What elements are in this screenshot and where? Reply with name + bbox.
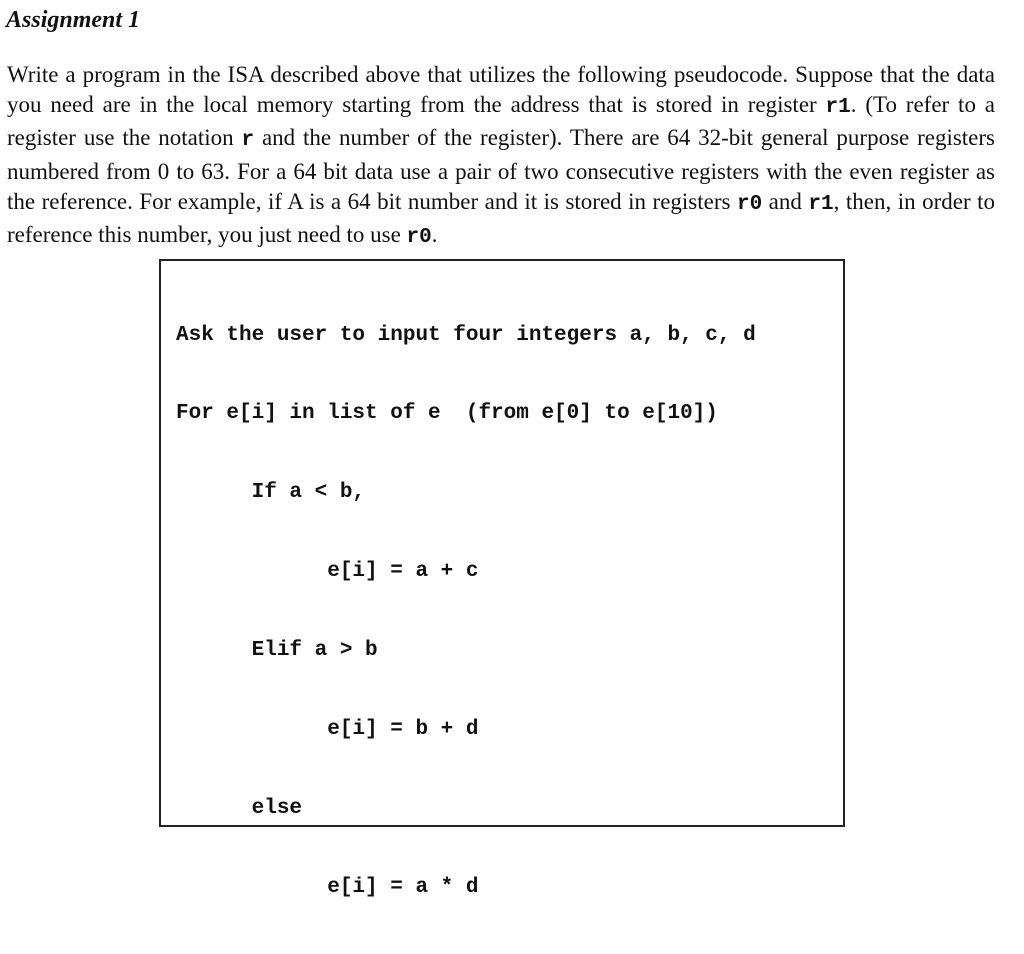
- description-text: .: [431, 222, 438, 248]
- register-reference: r1: [825, 96, 851, 120]
- pseudocode-line: Elif a > b: [176, 639, 378, 663]
- description-text: , then, in order to reference this number, you just need to use: [7, 188, 995, 248]
- description-text: and the number of the register). There are 64 32-bit general purpose registers numbered from 0 to 63. For a 64 bit data use a pair of two consecutive registers with the even register as the reference. For example, if A is a 64 bit number and it is stored in registers: [7, 125, 995, 214]
- register-reference: r1: [808, 192, 834, 216]
- pseudocode-block: [176, 270, 756, 954]
- assignment-title: Assignment 1: [6, 7, 141, 33]
- register-reference: r0: [736, 192, 763, 216]
- register-reference: r0: [406, 226, 432, 250]
- register-reference: r: [241, 129, 255, 153]
- pseudocode-line: For e[i] in list of e (from e[0] to e[10]): [176, 402, 718, 426]
- pseudocode-line: else: [176, 796, 303, 820]
- pseudocode-box: [159, 259, 845, 899]
- pseudocode-line: e[i] = a * d: [176, 875, 479, 899]
- assignment-description: [7, 60, 995, 253]
- pseudocode-line: Ask the user to input four integers a, b, c, d: [176, 323, 756, 347]
- description-text: and: [762, 188, 809, 214]
- description-text: Write a program in the ISA described above that utilizes the following pseudocode. Suppose that the data you need are in the local memory starting from the address that is stored in register: [7, 62, 995, 118]
- pseudocode-line: e[i] = a + c: [176, 560, 479, 584]
- pseudocode-line: e[i] = b + d: [176, 718, 479, 742]
- pseudocode-line: If a < b,: [176, 481, 366, 505]
- description-text: . (To refer to a register use the notation: [7, 92, 995, 151]
